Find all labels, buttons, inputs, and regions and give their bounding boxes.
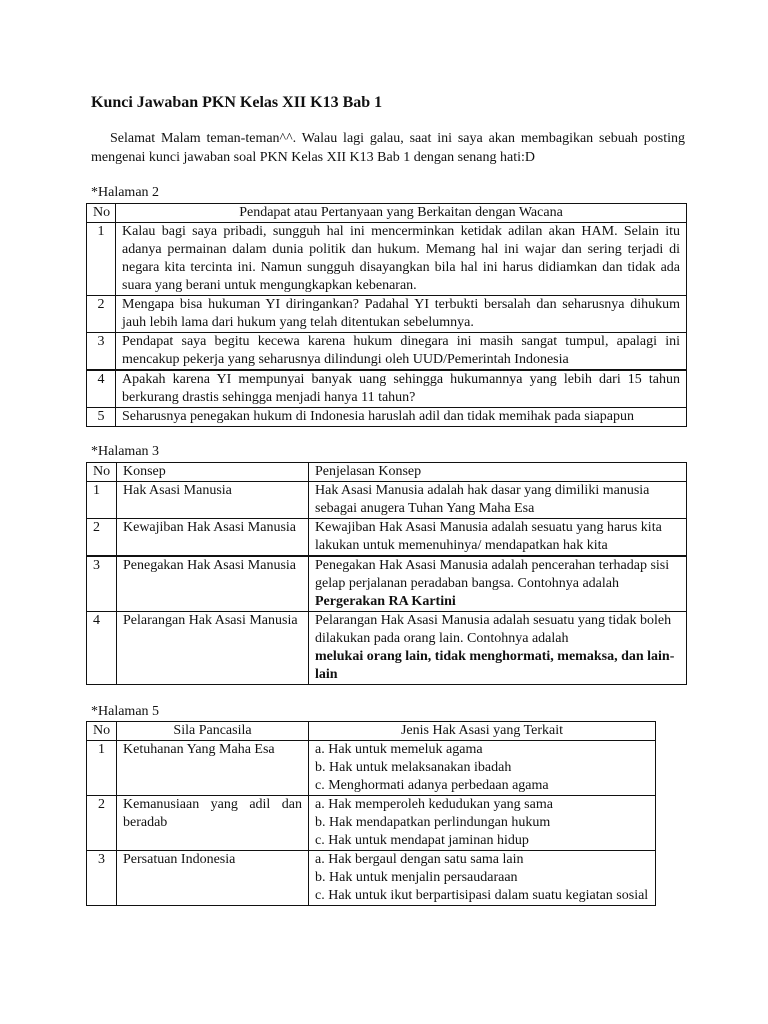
- list-item: c. Menghormati adanya perbedaan agama: [315, 778, 549, 793]
- table-row: [87, 741, 656, 796]
- header-penjelasan: Penjelasan Konsep: [309, 463, 687, 482]
- header-no: No: [87, 463, 117, 482]
- list-item: a. Hak memperoleh kedudukan yang sama: [315, 797, 553, 812]
- list-item: b. Hak untuk melaksanakan ibadah: [315, 760, 512, 775]
- header-sila: Sila Pancasila: [117, 722, 309, 741]
- penjelasan-example: Pergerakan RA Kartini: [315, 594, 456, 609]
- row-hak-list: [309, 741, 656, 796]
- row-no: 1: [87, 741, 117, 796]
- row-konsep: Hak Asasi Manusia: [117, 482, 309, 519]
- row-penjelasan: [309, 612, 687, 685]
- row-hak-list: [309, 851, 656, 906]
- header-no: No: [87, 722, 117, 741]
- row-sila: Ketuhanan Yang Maha Esa: [117, 741, 309, 796]
- penjelasan-text: Penegakan Hak Asasi Manusia adalah pencerahan terhadap sisi gelap perjalanan peradaban bangsa. Contohnya adalah: [315, 558, 670, 591]
- table-header-row: [87, 204, 687, 223]
- row-text: Apakah karena YI mempunyai banyak uang sehingga hukumannya yang lebih dari 15 tahun berkurang drastis sehingga menjadi hanya 11 tahun?: [116, 370, 687, 408]
- row-no: 1: [87, 482, 117, 519]
- header-pendapat: Pendapat atau Pertanyaan yang Berkaitan dengan Wacana: [116, 204, 687, 223]
- row-konsep: Penegakan Hak Asasi Manusia: [117, 556, 309, 612]
- row-text: Mengapa bisa hukuman YI diringankan? Padahal YI terbukti bersalah dan seharusnya dihukum jauh lebih lama dari hukum yang telah ditentukan sebelumnya.: [116, 296, 687, 333]
- row-no: 2: [87, 796, 117, 851]
- header-jenis-hak: Jenis Hak Asasi yang Terkait: [309, 722, 656, 741]
- row-penjelasan: [309, 556, 687, 612]
- row-penjelasan: [309, 519, 687, 557]
- row-no: 5: [87, 408, 116, 427]
- list-item: a. Hak bergaul dengan satu sama lain: [315, 852, 524, 867]
- row-no: 2: [87, 519, 117, 557]
- row-text: Pendapat saya begitu kecewa karena hukum dinegara ini masih sangat tumpul, apalagi ini mencakup pekerja yang seharusnya dilindungi oleh UUD/Pemerintah Indonesia: [116, 333, 687, 371]
- penjelasan-text: Kewajiban Hak Asasi Manusia adalah sesuatu yang harus kita lakukan untuk memenuhinya/ mendapatkan hak kita: [315, 520, 662, 553]
- table-row: [87, 851, 656, 906]
- list-item: c. Hak untuk mendapat jaminan hidup: [315, 833, 529, 848]
- table-row: [87, 296, 687, 333]
- list-item: c. Hak untuk ikut berpartisipasi dalam suatu kegiatan sosial: [315, 888, 649, 903]
- section-label-halaman-2: *Halaman 2: [91, 185, 160, 200]
- table-halaman-3: [86, 462, 687, 685]
- section-label-halaman-3: *Halaman 3: [91, 444, 160, 459]
- row-text: Seharusnya penegakan hukum di Indonesia haruslah adil dan tidak memihak pada siapapun: [116, 408, 687, 427]
- penjelasan-example: melukai orang lain, tidak menghormati, memaksa, dan lain-lain: [315, 649, 675, 682]
- row-konsep: Pelarangan Hak Asasi Manusia: [117, 612, 309, 685]
- table-row: [87, 612, 687, 685]
- table-row: [87, 556, 687, 612]
- row-no: 4: [87, 612, 117, 685]
- table-row: [87, 796, 656, 851]
- row-no: 4: [87, 370, 116, 408]
- table-row: [87, 408, 687, 427]
- row-penjelasan: [309, 482, 687, 519]
- table-header-row: [87, 463, 687, 482]
- section-label-halaman-5: *Halaman 5: [91, 704, 160, 719]
- header-no: No: [87, 204, 116, 223]
- page-title: Kunci Jawaban PKN Kelas XII K13 Bab 1: [91, 94, 383, 111]
- row-no: 1: [87, 223, 116, 296]
- row-konsep: Kewajiban Hak Asasi Manusia: [117, 519, 309, 557]
- table-row: [87, 482, 687, 519]
- table-row: [87, 370, 687, 408]
- row-text: Kalau bagi saya pribadi, sungguh hal ini mencerminkan ketidak adilan akan HAM. Selain itu adanya permainan dalam dunia politik dan hukum. Memang hal ini wajar dan sering terjadi di negara kita tercinta ini. Namun sungguh disayangkan bila hal ini harus didiamkan dan tidak ada suara yang berani untuk mengungkapkan kebenaran.: [116, 223, 687, 296]
- row-sila: Kemanusiaan yang adil dan beradab: [117, 796, 309, 851]
- table-row: [87, 519, 687, 557]
- table-halaman-5: [86, 721, 656, 906]
- intro-paragraph: Selamat Malam teman-teman^^. Walau lagi galau, saat ini saya akan membagikan sebuah posting mengenai kunci jawaban soal PKN Kelas XII K13 Bab 1 dengan senang hati:D: [91, 131, 685, 165]
- list-item: b. Hak untuk menjalin persaudaraan: [315, 870, 518, 885]
- row-no: 3: [87, 333, 116, 371]
- header-konsep: Konsep: [117, 463, 309, 482]
- penjelasan-text: Hak Asasi Manusia adalah hak dasar yang dimiliki manusia sebagai anugera Tuhan Yang Maha Esa: [315, 483, 650, 516]
- table-row: [87, 333, 687, 371]
- table-halaman-2: [86, 203, 687, 427]
- row-sila: Persatuan Indonesia: [117, 851, 309, 906]
- row-no: 2: [87, 296, 116, 333]
- table-header-row: [87, 722, 656, 741]
- table-row: [87, 223, 687, 296]
- row-hak-list: [309, 796, 656, 851]
- list-item: a. Hak untuk memeluk agama: [315, 742, 483, 757]
- row-no: 3: [87, 851, 117, 906]
- penjelasan-text: Pelarangan Hak Asasi Manusia adalah sesuatu yang tidak boleh dilakukan pada orang lain. Contohnya adalah: [315, 613, 672, 646]
- row-no: 3: [87, 556, 117, 612]
- list-item: b. Hak mendapatkan perlindungan hukum: [315, 815, 551, 830]
